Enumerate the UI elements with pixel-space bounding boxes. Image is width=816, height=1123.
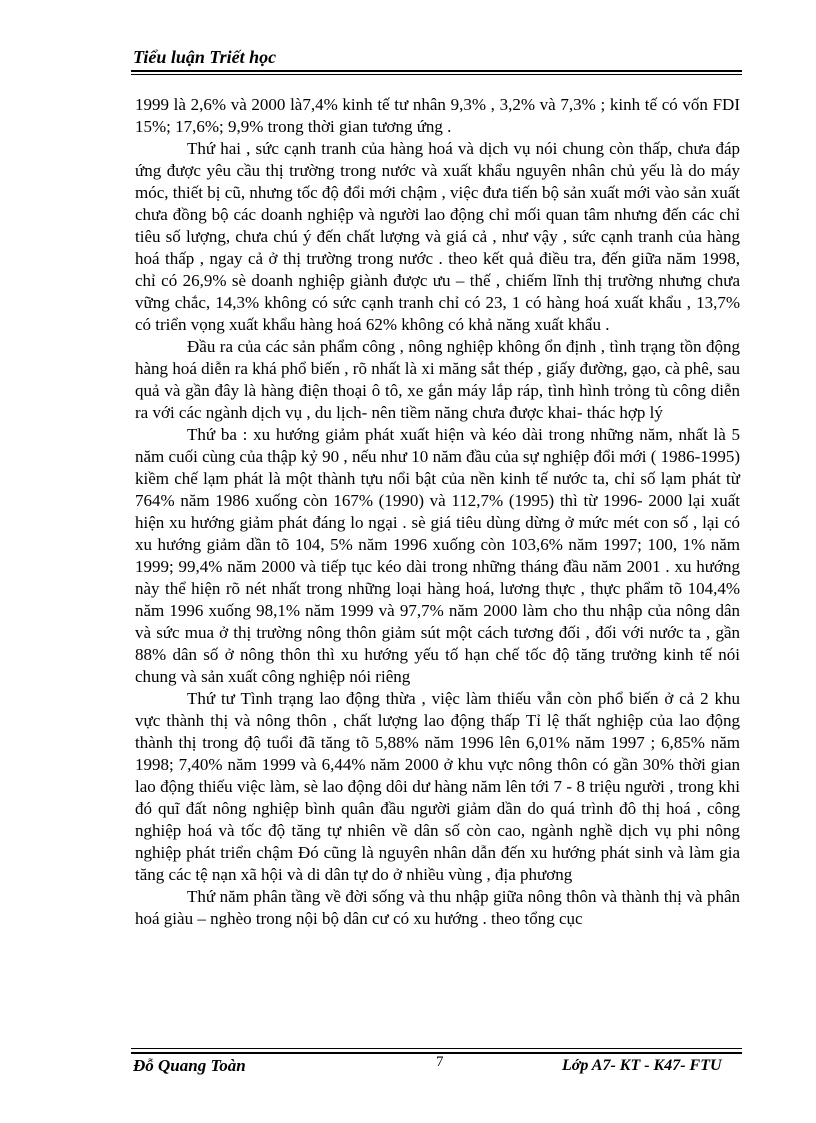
page-number: 7: [436, 1054, 444, 1070]
body-text: [135, 94, 740, 930]
footer-class-info: Lớp A7- KT - K47- FTU: [562, 1057, 722, 1074]
paragraph: Thứ hai , sức cạnh tranh của hàng hoá và dịch vụ nói chung còn thấp, chưa đáp ứng được yêu cầu thị trường trong nước và xuất khẩu nguyên nhân chủ yếu là do máy móc, thiết bị cũ, nhưng tốc độ đổi mới chậm , việc đưa tiến bộ sản xuất mới vào sản xuất chưa đồng bộ các doanh nghiệp và người lao động chỉ mối quan tâm nhưng đến các chỉ tiêu số lượng, chưa chú ý đến chất lượng và giá cả , như vậy , sức cạnh tranh của hàng hoá thấp , ngay cả ở thị trường trong nước . theo kết quả điều tra, đến giữa năm 1998, chỉ có 26,9% sè doanh nghiệp giành được ưu – thế , chiếm lĩnh thị trường nhưng chưa vững chắc, 14,3% không có sức cạnh tranh chỉ có 23, 1 có hàng hoá xuất khẩu , 13,7% có triển vọng xuất khẩu hàng hoá 62% không có khả năng xuất khẩu .: [135, 139, 740, 334]
header-divider-thin: [131, 74, 742, 75]
paragraph: Thứ năm phân tầng về đời sống và thu nhập giữa nông thôn và thành thị và phân hoá giàu – nghèo trong nội bộ dân cư có xu hướng . theo tổng cục: [135, 887, 740, 928]
header-title: Tiểu luận Triết học: [133, 47, 277, 67]
footer-divider-thin: [131, 1048, 742, 1049]
paragraph: Đầu ra của các sản phẩm công , nông nghiệp không ổn định , tình trạng tồn động hàng hoá diễn ra khá phổ biến , rõ nhất là xi măng sắt thép , giấy đường, gạo, cà phê, sau quả và gần đây là hàng điện thoại ô tô, xe gắn máy lắp ráp, tình hình trỏng tù công diễn ra với các ngành dịch vụ , du lịch- nên tiềm năng chưa được khai- thác hợp lý: [135, 337, 740, 422]
paragraph: Thứ tư Tình trạng lao động thừa , việc làm thiếu vẫn còn phổ biến ở cả 2 khu vực thành thị và nông thôn , chất lượng lao động thấp Tỉ lệ thất nghiệp của lao động thành thị trong độ tuổi đã tăng tõ 5,88% năm 1996 lên 6,01% năm 1997 ; 6,85% năm 1998; 7,40% năm 1999 và 6,44% năm 2000 ở khu vực nông thôn có gần 30% thời gian lao động thiếu việc làm, sè lao động dôi dư hàng năm lên tới 7 - 8 triệu người , trong khi đó quĩ đất nông nghiệp bình quân đầu người giảm dần do quá trình đô thị hoá , công nghiệp hoá và tốc độ tăng tự nhiên về dân số còn cao, ngành nghề dịch vụ phi nông nghiệp phát triển chậm Đó cũng là nguyên nhân dẫn đến xu hướng phát sinh và làm gia tăng các tệ nạn xã hội và di dân tự do ở nhiều vùng , địa phương: [135, 689, 740, 884]
paragraph: Thứ ba : xu hướng giảm phát xuất hiện và kéo dài trong những năm, nhất là 5 năm cuối cùng của thập kỷ 90 , nếu như 10 năm đầu của sự nghiệp đổi mới ( 1986-1995) kiềm chế lạm phát là một thành tựu nổi bật của nền kinh tế nước ta, chỉ số lạm phát từ 764% năm 1986 xuống còn 167% (1990) và 112,7% (1995) thì từ 1996- 2000 lại xuất hiện xu hướng giảm phát đáng lo ngại . sè giá tiêu dùng dừng ở mức mét con số , lại có xu hướng giảm dần tõ 104, 5% năm 1996 xuống còn 103,6% năm 1997; 100, 1% năm 1999; 99,4% năm 2000 và tiếp tục kéo dài trong những tháng đầu năm 2001 . xu hướng này thể hiện rõ nét nhất trong những loại hàng hoá, lương thực , thực phẩm tõ 104,4% năm 1996 xuống 98,1% năm 1999 và 97,7% năm 2000 làm cho thu nhập của nông dân và sức mua ở thị trường nông thôn giảm sút một cách tương đối , đối với nước ta , gần 88% dân số ở nông thôn thì xu hướng yếu tố hạn chế tốc độ tăng trưởng kinh tế nói chung và sản xuất công nghiệp nói riêng: [135, 425, 740, 686]
footer-author: Đỗ Quang Toàn: [133, 1056, 246, 1075]
paragraph: 1999 là 2,6% và 2000 là7,4% kinh tế tư nhân 9,3% , 3,2% và 7,3% ; kinh tế có vốn FDI 15%; 17,6%; 9,9% trong thời gian tương ứng .: [135, 95, 740, 136]
header-divider: [131, 70, 742, 72]
